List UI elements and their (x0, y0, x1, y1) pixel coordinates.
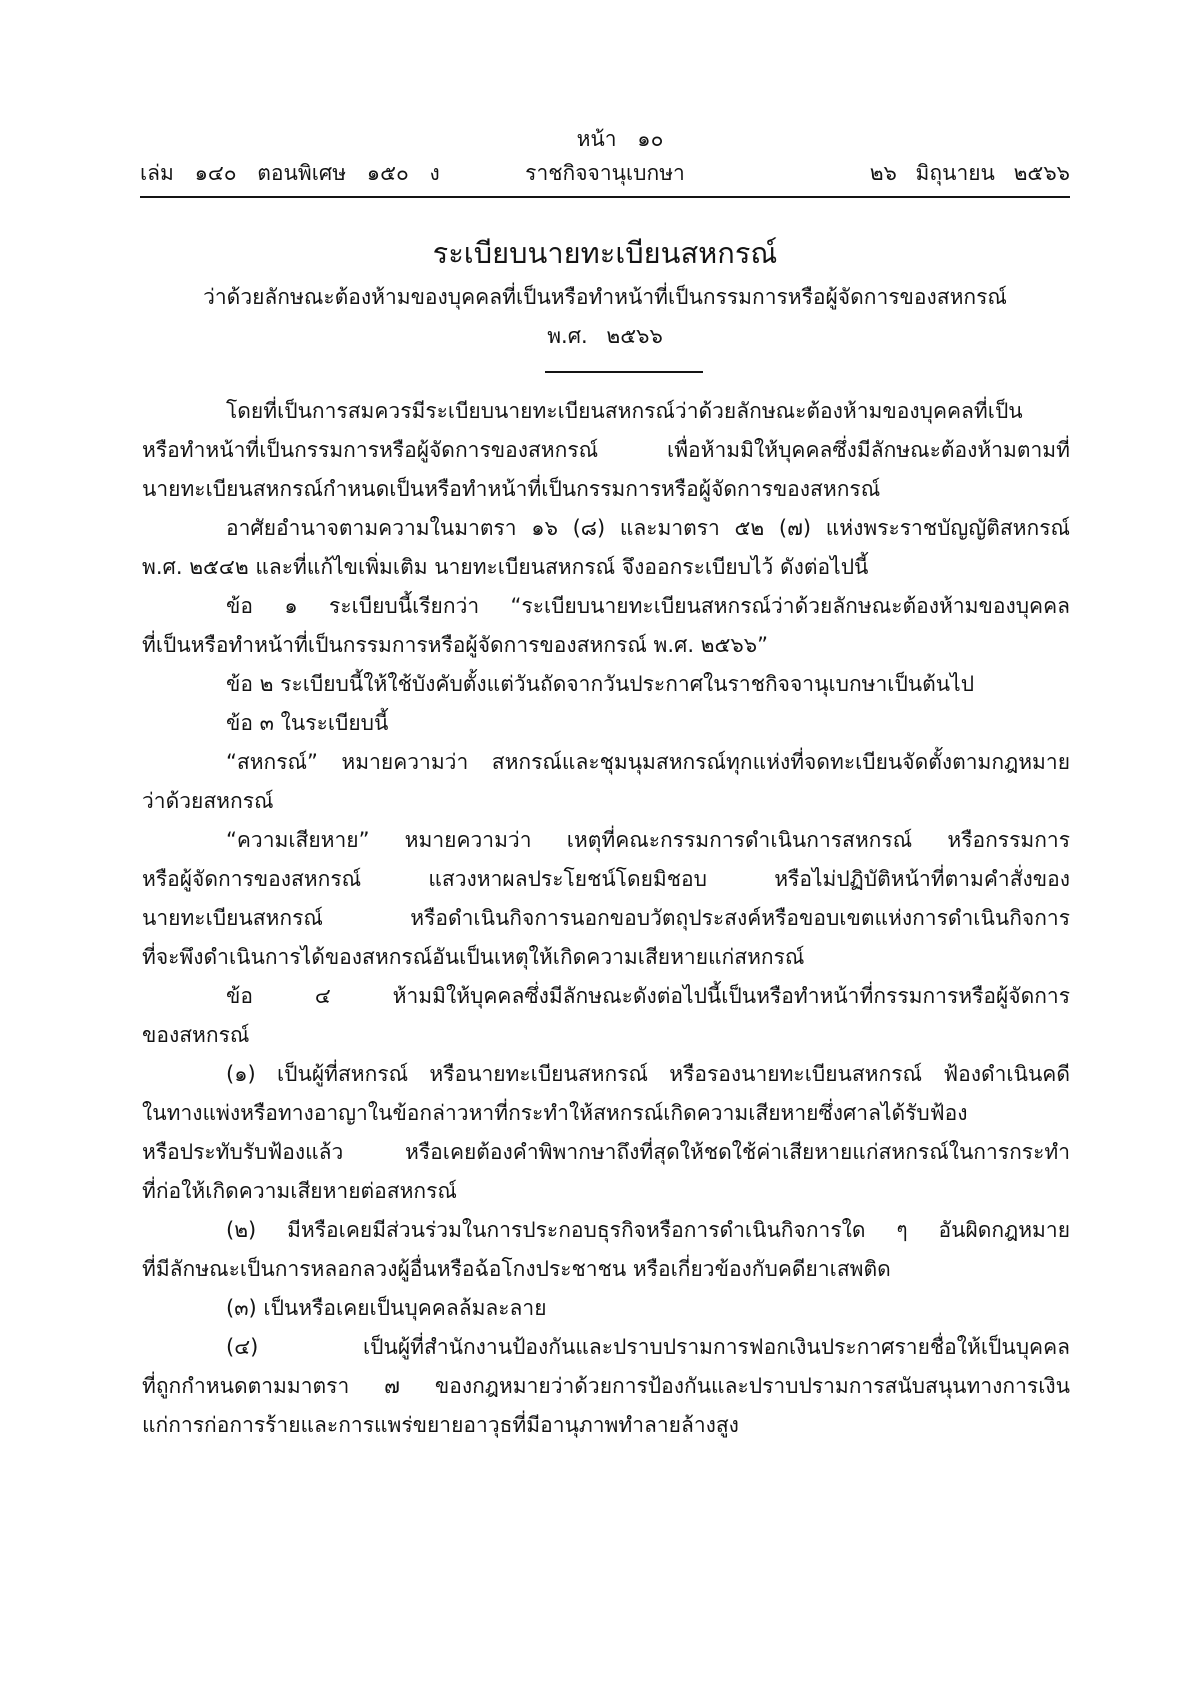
body-line: ข้อ ๑ ระเบียบนี้เรียกว่า “ระเบียบนายทะเบียนสหกรณ์ว่าด้วยลักษณะต้องห้ามของบุคคล (226, 594, 1070, 618)
document-title: ระเบียบนายทะเบียนสหกรณ์ (432, 236, 778, 270)
body-line: “สหกรณ์” หมายความว่า สหกรณ์และชุมนุมสหกรณ์ทุกแห่งที่จดทะเบียนจัดตั้งตามกฎหมาย (226, 750, 1070, 774)
body-line: ข้อ ๔ ห้ามมิให้บุคคลซึ่งมีลักษณะดังต่อไปนี้เป็นหรือทำหน้าที่กรรมการหรือผู้จัดการ (226, 984, 1070, 1008)
body-line: ในทางแพ่งหรือทางอาญาในข้อกล่าวหาที่กระทำให้สหกรณ์เกิดความเสียหายซึ่งศาลได้รับฟ้อง (142, 1101, 968, 1125)
title-divider (545, 371, 703, 373)
body-line: โดยที่เป็นการสมควรมีระเบียบนายทะเบียนสหกรณ์ว่าด้วยลักษณะต้องห้ามของบุคคลที่เป็น (226, 399, 1023, 423)
paragraph-clause-4-item-2 (142, 1211, 1070, 1289)
body-line: แก่การก่อการร้ายและการแพร่ขยายอาวุธที่มีอานุภาพทำลายล้างสูง (142, 1413, 739, 1437)
body-line: (๒) มีหรือเคยมีส่วนร่วมในการประกอบธุรกิจหรือการดำเนินกิจการใด ๆ อันผิดกฎหมาย (226, 1218, 1070, 1242)
body-line: ที่ก่อให้เกิดความเสียหายต่อสหกรณ์ (142, 1179, 457, 1203)
paragraph-definition-cooperative (142, 743, 1070, 821)
paragraph-clause-3 (142, 704, 1070, 743)
publication-date: ๒๖ มิถุนายน ๒๕๖๖ (869, 161, 1070, 185)
paragraph-clause-4-item-1 (142, 1055, 1070, 1211)
publication-name: ราชกิจจานุเบกษา (525, 161, 685, 185)
volume-issue: เล่ม ๑๔๐ ตอนพิเศษ ๑๕๐ ง (140, 161, 440, 185)
body-line: ที่ถูกกำหนดตามมาตรา ๗ ของกฎหมายว่าด้วยการป้องกันและปราบปรามการสนับสนุนทางการเงิน (142, 1374, 1070, 1398)
body-line: (๑) เป็นผู้ที่สหกรณ์ หรือนายทะเบียนสหกรณ์ หรือรองนายทะเบียนสหกรณ์ ฟ้องดำเนินคดี (226, 1062, 1070, 1086)
body-line: อาศัยอำนาจตามความในมาตรา ๑๖ (๘) และมาตรา ๕๒ (๗) แห่งพระราชบัญญัติสหกรณ์ (226, 516, 1070, 540)
body-line: ที่มีลักษณะเป็นการหลอกลวงผู้อื่นหรือฉ้อโกงประชาชน หรือเกี่ยวข้องกับคดียาเสพติด (142, 1257, 891, 1281)
body-line: หรือผู้จัดการของสหกรณ์ แสวงหาผลประโยชน์โดยมิชอบ หรือไม่ปฏิบัติหน้าที่ตามคำสั่งของ (142, 867, 1070, 891)
body-line: ที่จะพึงดำเนินการได้ของสหกรณ์อันเป็นเหตุให้เกิดความเสียหายแก่สหกรณ์ (142, 945, 805, 969)
body-line: ที่เป็นหรือทำหน้าที่เป็นกรรมการหรือผู้จัดการของสหกรณ์ พ.ศ. ๒๕๖๖” (142, 633, 768, 657)
paragraph-clause-4-item-4 (142, 1328, 1070, 1445)
body-line: (๔) เป็นผู้ที่สำนักงานป้องกันและปราบปรามการฟอกเงินประกาศรายชื่อให้เป็นบุคคล (226, 1335, 1070, 1359)
body-line: นายทะเบียนสหกรณ์ หรือดำเนินกิจการนอกขอบวัตถุประสงค์หรือขอบเขตแห่งการดำเนินกิจการ (142, 906, 1070, 930)
body-line: ข้อ ๒ ระเบียบนี้ให้ใช้บังคับตั้งแต่วันถัดจากวันประกาศในราชกิจจานุเบกษาเป็นต้นไป (226, 672, 975, 696)
body-line: พ.ศ. ๒๕๔๒ และที่แก้ไขเพิ่มเติม นายทะเบียนสหกรณ์ จึงออกระเบียบไว้ ดังต่อไปนี้ (142, 555, 869, 579)
document-year: พ.ศ. ๒๕๖๖ (547, 324, 663, 348)
body-line: หรือประทับรับฟ้องแล้ว หรือเคยต้องคำพิพากษาถึงที่สุดให้ชดใช้ค่าเสียหายแก่สหกรณ์ในการกระทำ (142, 1140, 1070, 1164)
paragraph-preamble (142, 392, 1070, 509)
paragraph-clause-1 (142, 587, 1070, 665)
body-line: ของสหกรณ์ (142, 1023, 250, 1047)
body-line: (๓) เป็นหรือเคยเป็นบุคคลล้มละลาย (226, 1296, 547, 1320)
body-line: ข้อ ๓ ในระเบียบนี้ (226, 711, 389, 735)
header-divider (140, 196, 1070, 198)
document-subtitle: ว่าด้วยลักษณะต้องห้ามของบุคคลที่เป็นหรือทำหน้าที่เป็นกรรมการหรือผู้จัดการของสหกรณ์ (203, 285, 1007, 309)
body-line: ว่าด้วยสหกรณ์ (142, 789, 274, 813)
paragraph-definition-damage (142, 821, 1070, 977)
paragraph-clause-2 (142, 665, 1070, 704)
paragraph-authority (142, 509, 1070, 587)
page-number: หน้า ๑๐ (576, 127, 664, 151)
document-body (142, 392, 1070, 1445)
body-line: “ความเสียหาย” หมายความว่า เหตุที่คณะกรรมการดำเนินการสหกรณ์ หรือกรรมการ (226, 828, 1070, 852)
body-line: นายทะเบียนสหกรณ์กำหนดเป็นหรือทำหน้าที่เป็นกรรมการหรือผู้จัดการของสหกรณ์ (142, 477, 881, 501)
body-line: หรือทำหน้าที่เป็นกรรมการหรือผู้จัดการของสหกรณ์ เพื่อห้ามมิให้บุคคลซึ่งมีลักษณะต้องห้ามตามที่ (142, 438, 1070, 462)
paragraph-clause-4-item-3 (142, 1289, 1070, 1328)
paragraph-clause-4 (142, 977, 1070, 1055)
